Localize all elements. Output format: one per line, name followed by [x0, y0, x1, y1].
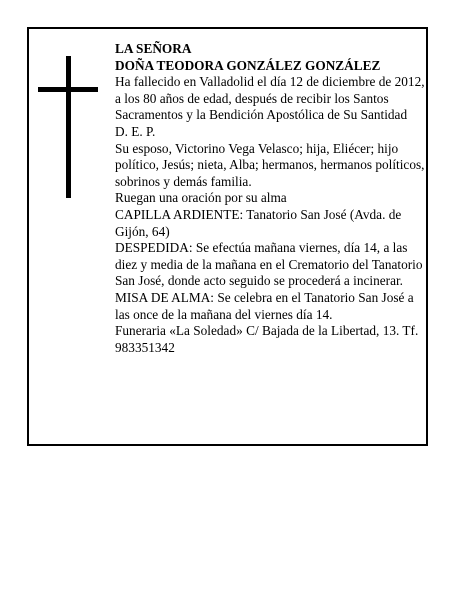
deceased-name: DOÑA TEODORA GONZÁLEZ GONZÁLEZ	[115, 57, 381, 73]
cross-horizontal-bar	[38, 87, 98, 92]
family-list: Su esposo, Victorino Vega Velasco; hija, Eliécer; hijo político, Jesús; nieta, Alba; hermanos, hermanos políticos, sobrinos y demás familia.	[115, 140, 425, 189]
prayer-request: Ruegan una oración por su alma	[115, 190, 287, 206]
cross-vertical-bar	[66, 56, 71, 198]
dep-line: D. E. P.	[115, 123, 156, 139]
latin-cross-icon	[38, 56, 98, 198]
farewell-info: DESPEDIDA: Se efectúa mañana viernes, día 14, a las diez y media de la mañana en el Crematorio del Tanatorio San José, donde acto seguido se procederá a incinerar.	[115, 240, 423, 289]
death-announcement: Ha fallecido en Valladolid el día 12 de diciembre de 2012, a los 80 años de edad, después de recibir los Santos Sacramentos y la Bendición Apostólica de Su Santidad	[115, 74, 425, 123]
obituary-title: LA SEÑORA	[115, 41, 192, 56]
obituary-notice	[27, 27, 428, 446]
obituary-text	[115, 41, 427, 356]
funeral-home-info: Funeraria «La Soledad» C/ Bajada de la Libertad, 13. Tf. 983351342	[115, 323, 419, 355]
chapel-info: CAPILLA ARDIENTE: Tanatorio San José (Avda. de Gijón, 64)	[115, 206, 402, 239]
mass-info: MISA DE ALMA: Se celebra en el Tanatorio San José a las once de la mañana del viernes día 14.	[115, 289, 414, 322]
